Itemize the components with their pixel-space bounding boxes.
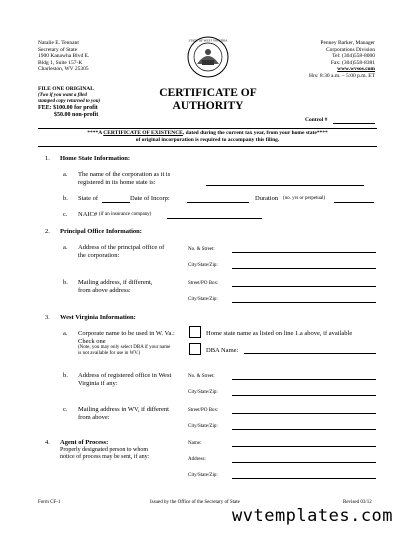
section-1-title: Home State Information:: [60, 155, 131, 162]
form-number: Form CF-1: [38, 500, 61, 505]
date-of-incorp-label: Date of Incorp:: [130, 195, 170, 202]
sec1-a-text-2: registered in its home state is:: [78, 178, 156, 186]
section-3-number: 3.: [45, 314, 50, 321]
issued-by: Issued by the Office of the Secretary of State: [150, 500, 240, 505]
principal-street-field[interactable]: [232, 252, 376, 253]
file-copy-note-2: stamped copy returned to you): [38, 98, 101, 104]
sec3-b-letter: b.: [63, 372, 68, 379]
sec3-b-text-2: Virginia if any:: [78, 379, 118, 387]
section-1-number: 1.: [45, 155, 50, 162]
notice-emphasis: CERTIFICATE OF EXISTENCE: [103, 130, 183, 136]
notice-prefix: ****A: [87, 130, 104, 136]
office-street: 1900 Kanawha Blvd E.: [38, 53, 90, 59]
sec3-c-text-2: from above:: [78, 413, 110, 421]
notice-rest: , dated during the current tax year, from your home state****: [182, 130, 328, 136]
sec3-a-text: [78, 330, 175, 357]
sec4-text-1: Properly designated person to whom: [60, 446, 148, 453]
title-line-2: AUTHORITY: [172, 100, 244, 112]
wv-registered-city-field[interactable]: [232, 395, 376, 396]
website-link[interactable]: www.wvsos.com: [337, 66, 375, 72]
state-seal-icon: [187, 36, 229, 78]
left-address-block: [38, 40, 89, 73]
file-copy-note-1: (Two if you want a filed: [38, 92, 87, 98]
dba-name-field[interactable]: [244, 353, 376, 354]
office-hours: Hrs: 8:30 a.m. – 5:00 p.m. ET: [309, 72, 375, 79]
sec1-c-letter: c.: [63, 211, 68, 218]
sec2-b-text-2: from above address:: [78, 286, 131, 294]
sec2-a-letter: a.: [63, 244, 68, 251]
sec3-a-note-2: is not available for use in WV.): [78, 351, 141, 356]
wv-mailing-street-field[interactable]: [232, 413, 376, 414]
sec1-a-text-1: The name of the corporation as it is: [78, 171, 171, 178]
divider-top: [38, 128, 377, 129]
sec2-a-text: [78, 244, 164, 259]
sec1-b-letter: b.: [63, 195, 68, 202]
naic-field[interactable]: [167, 218, 262, 219]
sec3-a-text-2: Check one: [78, 337, 106, 345]
dba-name-label: DBA Name:: [206, 347, 239, 354]
revised-date: Revised 03/12: [343, 500, 372, 505]
control-number-label: Control #: [305, 117, 328, 123]
duration-field[interactable]: [334, 202, 374, 203]
sec3-a-note-1: (Note, you may only select DBA if your name: [78, 345, 171, 350]
existence-notice: [38, 130, 377, 143]
section-4-number: 4.: [45, 439, 50, 446]
duration-label: Duration: [255, 195, 279, 202]
sec3-c-text-1: Mailing address in WV, if different: [78, 406, 169, 413]
sec1-a-letter: a.: [63, 171, 68, 178]
right-address-block: [309, 40, 375, 79]
state-of-field[interactable]: [102, 202, 130, 203]
duration-note: (no. yrs or perpetual): [283, 196, 326, 201]
section-2-title: Principal Office Information:: [60, 228, 142, 235]
agent-address-label: Address:: [188, 457, 206, 462]
sec2-a-text-1: Address of the principal office of: [78, 244, 165, 251]
manager-name: Penney Barker, Manager: [320, 40, 375, 46]
office-bldg: Bldg 1, Suite 157-K: [38, 59, 83, 66]
watermark-text: wvtemplates.com: [232, 506, 394, 526]
fee-profit: FEE: $100.00 for profit: [38, 104, 98, 111]
agent-name-label: Name:: [188, 441, 202, 446]
secretary-title: Secretary of State: [38, 46, 78, 53]
home-state-corp-name-field[interactable]: [206, 185, 364, 186]
fee-nonprofit: $50.00 non-profit: [54, 111, 99, 118]
principal-city-field[interactable]: [232, 268, 376, 269]
sec3-c-city-label: City/State/Zip:: [188, 424, 218, 429]
principal-mailing-street-field[interactable]: [232, 286, 376, 287]
section-4-title: Agent of Process:: [60, 439, 109, 446]
sec3-c-text: [78, 406, 169, 421]
agent-name-field[interactable]: [232, 446, 376, 447]
dba-name-checkbox[interactable]: [189, 343, 201, 355]
fax: Fax: (304)558-8381: [330, 59, 375, 66]
sec2-b-city-label: City/State/Zip:: [188, 297, 218, 302]
section-4-text: [60, 439, 149, 461]
seal-text: STATE OF WEST VIRGINIA: [188, 38, 228, 43]
wv-mailing-city-field[interactable]: [232, 429, 376, 430]
sec2-b-text: [78, 279, 152, 294]
divider-bottom: [38, 146, 377, 147]
office-city: Charleston, WV 25305: [38, 66, 89, 72]
sec3-b-text-1: Address of registered office in West: [78, 372, 172, 379]
secretary-name: Natalie E. Tennant: [38, 40, 79, 46]
wv-registered-street-field[interactable]: [232, 379, 376, 380]
sec1-a-text: [78, 171, 170, 186]
notice-line-2: of original incorporation is required to accompany this filing.: [135, 136, 280, 143]
state-of-label: State of: [78, 195, 99, 202]
sec3-c-street-label: Street/PO Box:: [188, 408, 219, 413]
page-title: [150, 87, 266, 113]
sec3-c-letter: c.: [63, 406, 68, 413]
naic-label: NAIC#: [78, 211, 98, 218]
sec3-b-street-label: No. & Street:: [188, 374, 215, 379]
naic-note: (if an insurance company): [99, 212, 152, 217]
date-of-incorp-field[interactable]: [187, 202, 249, 203]
telephone: Tel: (304)558-8000: [332, 53, 375, 59]
sec2-b-text-1: Mailing address, if different,: [78, 279, 153, 286]
home-state-name-option: Home state name as listed on line 1.a above, if available: [206, 330, 353, 337]
principal-mailing-city-field[interactable]: [232, 302, 376, 303]
home-state-name-checkbox[interactable]: [189, 326, 201, 338]
sec2-b-street-label: Street/PO Box:: [188, 281, 219, 286]
file-one-original: FILE ONE ORIGINAL: [38, 86, 94, 92]
sec2-a-street-label: No. & Street:: [188, 247, 215, 252]
file-info-block: [38, 86, 100, 119]
sec3-b-city-label: City/State/Zip:: [188, 390, 218, 395]
title-line-1: CERTIFICATE OF: [159, 87, 257, 99]
sec4-text-2: notice of process may be sent, if any:: [60, 453, 150, 460]
control-number-field[interactable]: [333, 123, 375, 124]
division-name: Corporations Division: [325, 46, 375, 53]
agent-city-field[interactable]: [232, 478, 376, 479]
sec3-a-letter: a.: [63, 330, 68, 337]
agent-city-label: City/State/Zip:: [188, 473, 218, 478]
sec2-b-letter: b.: [63, 279, 68, 286]
sec2-a-city-label: City/State/Zip:: [188, 263, 218, 268]
agent-address-field[interactable]: [232, 462, 376, 463]
section-2-number: 2.: [45, 228, 50, 235]
section-3-title: West Virginia Information:: [60, 314, 136, 321]
sec3-b-text: [78, 372, 171, 387]
sec3-a-text-1: Corporate name to be used in W. Va.:: [78, 330, 175, 337]
sec2-a-text-2: the corporation:: [78, 251, 120, 259]
